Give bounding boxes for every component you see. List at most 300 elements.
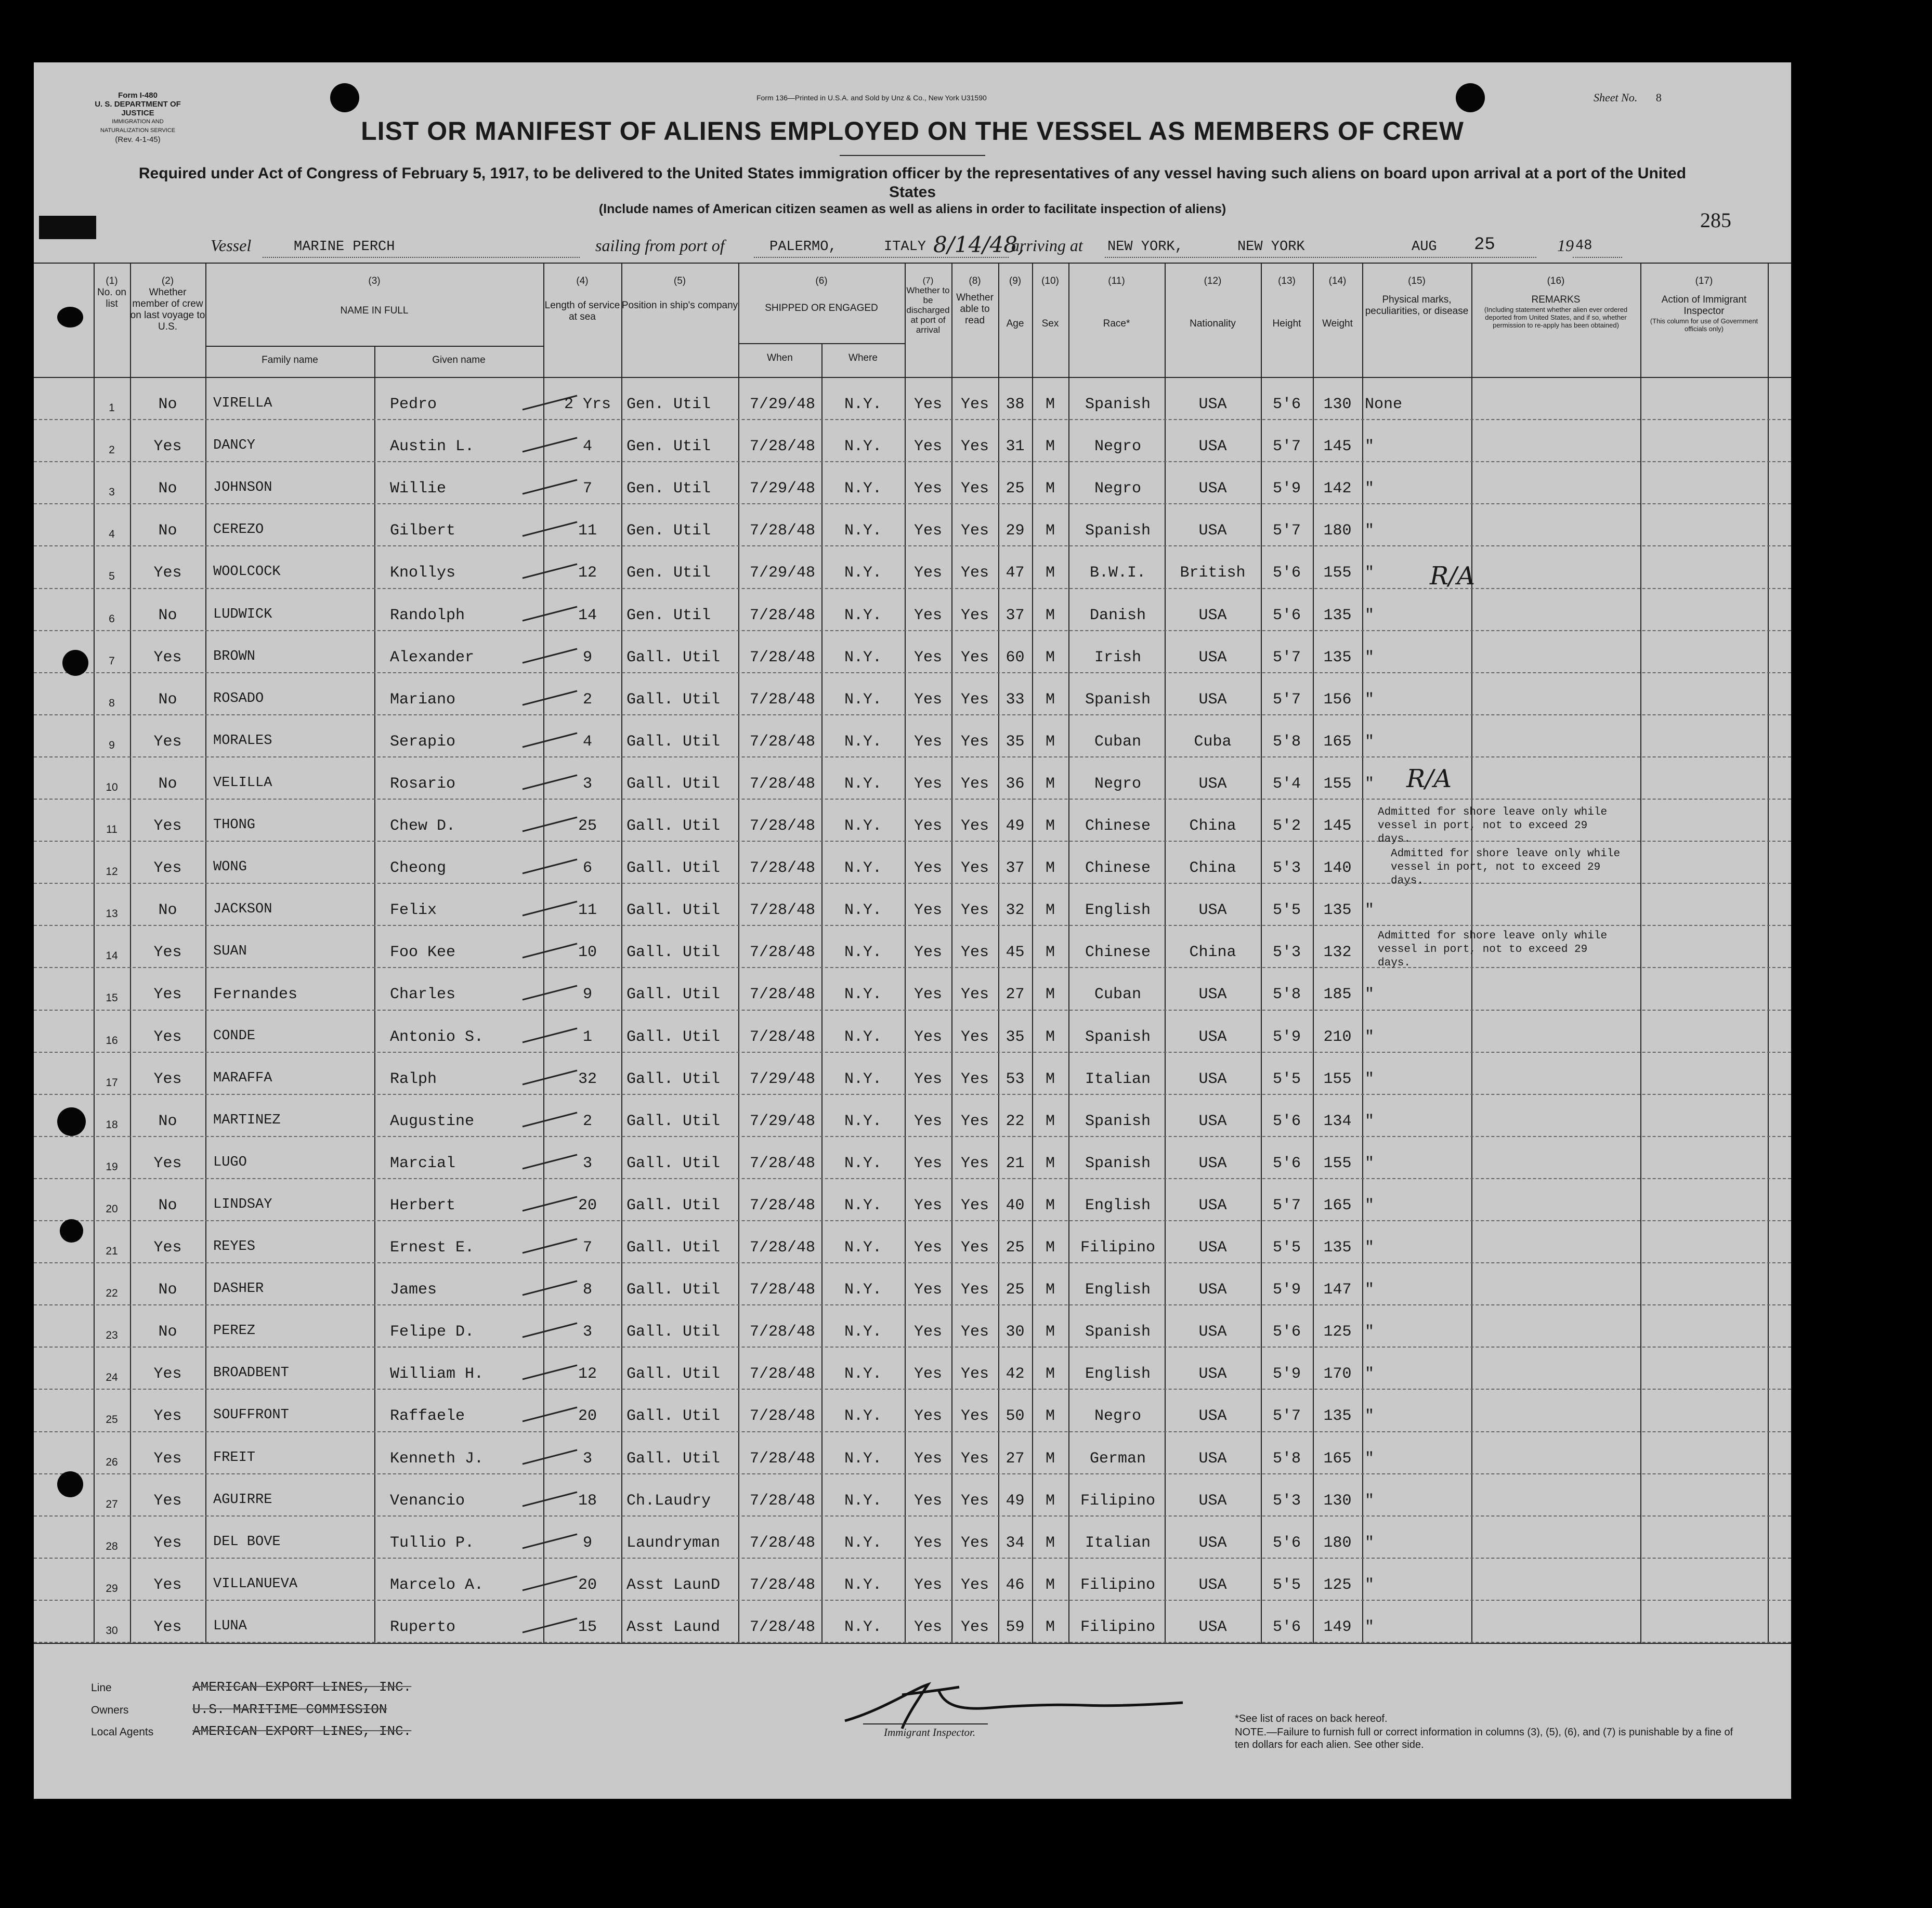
cell-weight: 134 <box>1323 1112 1352 1130</box>
cell-position: Ch.Laudry <box>626 1492 711 1510</box>
cell-height: 5'9 <box>1272 1281 1301 1299</box>
cell-position: Gen. Util <box>626 522 711 540</box>
cell-prev: Yes <box>153 438 182 456</box>
arriving-label: arriving at <box>1011 236 1083 255</box>
remark-row-5: R/A <box>1430 561 1475 591</box>
cell-where: N.Y. <box>844 1323 882 1341</box>
cell-marks: " <box>1365 1407 1375 1426</box>
cell-family: FREIT <box>213 1449 256 1466</box>
cell-sex: M <box>1045 1534 1055 1552</box>
cell-race: German <box>1089 1449 1146 1468</box>
cell-age: 27 <box>1006 986 1025 1004</box>
tally-mark <box>520 771 582 792</box>
cell-height: 5'6 <box>1272 564 1301 582</box>
cell-family: VIRELLA <box>213 396 272 411</box>
cell-weight: 135 <box>1323 1239 1352 1257</box>
cell-prev: Yes <box>153 1070 182 1088</box>
service: IMMIGRATION AND NATURALIZATION SERVICE <box>100 119 176 134</box>
row-rule <box>34 545 1791 546</box>
col-number: (3) <box>368 276 381 286</box>
cell-position: Gall. Util <box>626 1154 721 1172</box>
cell-weight: 180 <box>1323 522 1352 540</box>
tally-mark <box>520 1488 582 1509</box>
cell-no: 3 <box>109 486 115 499</box>
cell-sex: M <box>1045 1239 1055 1257</box>
col-number: (2) <box>161 276 174 286</box>
cell-marks: " <box>1365 1196 1375 1214</box>
cell-disch: Yes <box>913 1492 942 1510</box>
cell-length: 6 <box>582 859 592 878</box>
cell-height: 5'7 <box>1272 522 1301 540</box>
departure-country: ITALY <box>884 239 926 255</box>
col-17-header <box>1640 276 1768 333</box>
cell-age: 45 <box>1006 944 1025 962</box>
cell-no: 20 <box>106 1203 118 1215</box>
cell-weight: 135 <box>1323 1407 1352 1426</box>
col-label: Height <box>1272 318 1301 329</box>
cell-length: 2 <box>582 690 592 709</box>
tally-mark <box>520 1066 582 1087</box>
cell-no: 8 <box>109 697 115 709</box>
cell-weight: 155 <box>1323 564 1352 582</box>
cell-weight: 132 <box>1323 944 1352 962</box>
cell-nat: USA <box>1198 1070 1227 1088</box>
cell-length: 3 <box>582 1154 592 1172</box>
cell-nat: USA <box>1198 648 1227 667</box>
cell-read: Yes <box>960 1618 989 1636</box>
cell-nat: USA <box>1198 1492 1227 1510</box>
cell-height: 5'6 <box>1272 396 1301 413</box>
cell-where: N.Y. <box>844 1534 882 1552</box>
cell-position: Gall. Util <box>626 1070 721 1088</box>
punch-hole <box>330 83 359 112</box>
cell-prev: Yes <box>153 986 182 1004</box>
sailing-label: sailing from port of <box>595 236 725 255</box>
cell-length: 4 <box>582 733 592 751</box>
cell-read: Yes <box>960 1112 989 1130</box>
cell-position: Gall. Util <box>626 1112 721 1130</box>
cell-read: Yes <box>960 1492 989 1510</box>
cell-position: Gen. Util <box>626 438 711 456</box>
cell-height: 5'7 <box>1272 1407 1301 1426</box>
col-label: Length of service at sea <box>544 300 620 322</box>
cell-no: 27 <box>106 1498 118 1510</box>
cell-length: 20 <box>578 1576 597 1594</box>
cell-position: Laundryman <box>626 1534 721 1552</box>
cell-disch: Yes <box>913 1281 942 1299</box>
cell-family: WOOLCOCK <box>213 564 281 580</box>
cell-when: 7/28/48 <box>749 1154 816 1172</box>
cell-no: 16 <box>106 1034 118 1047</box>
cell-race: Italian <box>1085 1070 1151 1088</box>
cell-disch: Yes <box>913 901 942 920</box>
cell-where: N.Y. <box>844 1365 882 1383</box>
tally-mark <box>520 518 582 539</box>
tally-mark <box>520 603 582 623</box>
cell-length: 11 <box>578 901 597 920</box>
col-2-header <box>130 276 205 333</box>
cell-family: SUAN <box>213 944 247 960</box>
tally-mark <box>520 1614 582 1635</box>
cell-prev: Yes <box>153 1576 182 1594</box>
cell-weight: 125 <box>1323 1576 1352 1594</box>
cell-no: 29 <box>106 1582 118 1595</box>
cell-age: 31 <box>1006 438 1025 456</box>
col-14-header <box>1313 276 1362 330</box>
cell-prev: Yes <box>153 1449 182 1468</box>
row-rule <box>34 925 1791 926</box>
cell-weight: 165 <box>1323 1196 1352 1214</box>
cell-when: 7/29/48 <box>749 1070 816 1088</box>
cell-marks: " <box>1365 733 1375 751</box>
cell-nat: British <box>1180 564 1246 582</box>
tally-mark <box>520 982 582 1002</box>
cell-prev: Yes <box>153 1492 182 1510</box>
cell-sex: M <box>1045 1112 1055 1130</box>
tally-mark <box>520 1361 582 1382</box>
cell-family: Fernandes <box>213 986 298 1004</box>
cell-prev: No <box>158 690 177 709</box>
cell-no: 15 <box>106 992 118 1004</box>
cell-age: 25 <box>1006 1281 1025 1299</box>
cell-where: N.Y. <box>844 1407 882 1426</box>
cell-where: N.Y. <box>844 564 882 582</box>
row-rule <box>34 714 1791 715</box>
cell-prev: No <box>158 1196 177 1214</box>
cell-read: Yes <box>960 817 989 835</box>
cell-height: 5'3 <box>1272 944 1301 962</box>
cell-race: Irish <box>1094 648 1141 667</box>
cell-prev: Yes <box>153 1239 182 1257</box>
cell-read: Yes <box>960 1449 989 1468</box>
cell-read: Yes <box>960 944 989 962</box>
col-label: Whether to be discharged at port of arrival <box>906 285 950 335</box>
col-label: Race* <box>1103 318 1130 329</box>
cell-no: 22 <box>106 1287 118 1300</box>
punch-hole <box>57 1471 83 1497</box>
cell-age: 35 <box>1006 733 1025 751</box>
cell-given: Antonio S. <box>390 1028 484 1046</box>
cell-race: Negro <box>1094 438 1141 456</box>
tally-mark <box>520 729 582 750</box>
cell-weight: 180 <box>1323 1534 1352 1552</box>
cell-height: 5'5 <box>1272 1070 1301 1088</box>
cell-length: 12 <box>578 564 597 582</box>
cell-race: Italian <box>1085 1534 1151 1552</box>
cell-no: 1 <box>109 402 115 414</box>
cell-sex: M <box>1045 480 1055 498</box>
tally-mark <box>520 1572 582 1593</box>
cell-family: SOUFFRONT <box>213 1407 289 1423</box>
cell-prev: No <box>158 1112 177 1130</box>
cell-prev: Yes <box>153 733 182 751</box>
col-label: No. on list <box>97 287 126 309</box>
remark-row-12: Admitted for shore leave only while vessel in port, not to exceed 29 days. <box>1391 848 1621 887</box>
cell-length: 7 <box>582 1239 592 1257</box>
cell-given: Foo Kee <box>390 944 456 962</box>
cell-length: 9 <box>582 648 592 667</box>
punch-hole <box>57 1107 86 1136</box>
cell-when: 7/28/48 <box>749 775 816 793</box>
cell-marks: " <box>1365 1534 1375 1552</box>
cell-age: 36 <box>1006 775 1025 793</box>
cell-where: N.Y. <box>844 775 882 793</box>
cell-race: Negro <box>1094 1407 1141 1426</box>
cell-race: Spanish <box>1085 522 1151 540</box>
cell-when: 7/28/48 <box>749 1196 816 1214</box>
line-label: Line <box>91 1682 112 1694</box>
cell-nat: USA <box>1198 1618 1227 1636</box>
cell-age: 47 <box>1006 564 1025 582</box>
cell-where: N.Y. <box>844 690 882 709</box>
cell-marks: " <box>1365 1323 1375 1341</box>
cell-nat: USA <box>1198 1154 1227 1172</box>
cell-prev: Yes <box>153 817 182 835</box>
cell-given: Knollys <box>390 564 456 582</box>
cell-when: 7/28/48 <box>749 1492 816 1510</box>
cell-prev: Yes <box>153 1028 182 1046</box>
cell-position: Gall. Util <box>626 690 721 709</box>
cell-race: Cuban <box>1094 986 1141 1004</box>
punch-hole <box>62 650 88 676</box>
tally-mark <box>520 1403 582 1424</box>
tally-mark <box>520 560 582 581</box>
cell-no: 28 <box>106 1540 118 1552</box>
cell-family: DEL BOVE <box>213 1534 281 1550</box>
cell-given: Raffaele <box>390 1407 465 1426</box>
cell-given: Austin L. <box>390 438 475 456</box>
tally-mark <box>520 1151 582 1171</box>
cell-read: Yes <box>960 775 989 793</box>
cell-when: 7/28/48 <box>749 1576 816 1594</box>
cell-read: Yes <box>960 859 989 878</box>
cell-height: 5'9 <box>1272 1028 1301 1046</box>
cell-weight: 165 <box>1323 733 1352 751</box>
cell-height: 5'7 <box>1272 690 1301 709</box>
col-number: (5) <box>673 276 686 286</box>
row-rule <box>34 1389 1791 1390</box>
cell-read: Yes <box>960 1028 989 1046</box>
table-top-rule <box>34 263 1791 264</box>
cell-length: 25 <box>578 817 597 835</box>
cell-marks: " <box>1365 606 1375 624</box>
cell-read: Yes <box>960 1196 989 1214</box>
row-rule <box>34 1304 1791 1305</box>
col-number: (4) <box>576 276 589 286</box>
cell-weight: 170 <box>1323 1365 1352 1383</box>
cell-length: 8 <box>582 1281 592 1299</box>
cell-nat: China <box>1189 817 1236 835</box>
cell-read: Yes <box>960 1281 989 1299</box>
cell-prev: No <box>158 606 177 624</box>
col-11-header <box>1068 276 1165 330</box>
cell-when: 7/28/48 <box>749 944 816 962</box>
cell-disch: Yes <box>913 1365 942 1383</box>
cell-age: 21 <box>1006 1154 1025 1172</box>
cell-no: 7 <box>109 655 115 667</box>
col-1-header <box>94 276 130 310</box>
cell-height: 5'9 <box>1272 1365 1301 1383</box>
cell-read: Yes <box>960 690 989 709</box>
cell-given: Felix <box>390 901 437 920</box>
cell-age: 38 <box>1006 396 1025 413</box>
cell-no: 13 <box>106 908 118 920</box>
cell-read: Yes <box>960 396 989 413</box>
cell-height: 5'6 <box>1272 1112 1301 1130</box>
department: U. S. DEPARTMENT OF JUSTICE <box>95 100 181 117</box>
cell-length: 11 <box>578 522 597 540</box>
owners-value: U.S. MARITIME COMMISSION <box>192 1702 387 1717</box>
cell-position: Gall. Util <box>626 1281 721 1299</box>
tally-mark <box>520 813 582 834</box>
cell-disch: Yes <box>913 396 942 413</box>
cell-nat: USA <box>1198 1365 1227 1383</box>
tally-mark <box>520 855 582 876</box>
cell-length: 18 <box>578 1492 597 1510</box>
cell-nat: USA <box>1198 1534 1227 1552</box>
cell-position: Gall. Util <box>626 775 721 793</box>
cell-weight: 145 <box>1323 438 1352 456</box>
cell-length: 10 <box>578 944 597 962</box>
year-prefix: 19 <box>1557 236 1574 255</box>
row-rule <box>34 1178 1791 1179</box>
tally-mark <box>520 1277 582 1298</box>
cell-position: Gen. Util <box>626 480 711 498</box>
cell-prev: Yes <box>153 859 182 878</box>
cell-height: 5'7 <box>1272 648 1301 667</box>
cell-age: 46 <box>1006 1576 1025 1594</box>
cell-family: MORALES <box>213 733 272 749</box>
cell-given: Herbert <box>390 1196 456 1214</box>
remark-row-11: Admitted for shore leave only while vessel in port, not to exceed 29 days. <box>1378 806 1608 845</box>
cell-when: 7/28/48 <box>749 1534 816 1552</box>
cell-position: Gall. Util <box>626 1239 721 1257</box>
cell-disch: Yes <box>913 733 942 751</box>
cell-nat: USA <box>1198 901 1227 920</box>
cell-given: Randolph <box>390 606 465 624</box>
cell-given: Gilbert <box>390 522 456 540</box>
col-number: (16) <box>1547 276 1565 286</box>
cell-where: N.Y. <box>844 1492 882 1510</box>
cell-age: 34 <box>1006 1534 1025 1552</box>
family-name-header: Family name <box>262 355 318 365</box>
cell-family: VILLANUEVA <box>213 1576 298 1592</box>
cell-family: LUNA <box>213 1618 247 1634</box>
cell-disch: Yes <box>913 817 942 835</box>
inspector-label: Immigrant Inspector. <box>884 1726 976 1739</box>
cell-sex: M <box>1045 648 1055 667</box>
cell-age: 49 <box>1006 817 1025 835</box>
cell-height: 5'8 <box>1272 986 1301 1004</box>
printer-line: Form 136—Printed in U.S.A. and Sold by Unz & Co., New York U31590 <box>756 94 987 102</box>
row-rule <box>34 1431 1791 1432</box>
cell-height: 5'5 <box>1272 1576 1301 1594</box>
cell-disch: Yes <box>913 1323 942 1341</box>
row-rule <box>34 588 1791 589</box>
owners-label: Owners <box>91 1704 129 1716</box>
cell-disch: Yes <box>913 944 942 962</box>
cell-sex: M <box>1045 1407 1055 1426</box>
cell-given: Cheong <box>390 859 447 878</box>
stamp-number: 285 <box>1700 208 1731 232</box>
cell-read: Yes <box>960 1070 989 1088</box>
cell-family: CONDE <box>213 1028 256 1044</box>
tally-mark <box>520 1530 582 1551</box>
cell-race: Spanish <box>1085 1028 1151 1046</box>
cell-position: Gall. Util <box>626 733 721 751</box>
col-label: Action of Immigrant Inspector <box>1661 294 1747 317</box>
cell-nat: USA <box>1198 1112 1227 1130</box>
cell-weight: 147 <box>1323 1281 1352 1299</box>
cell-when: 7/29/48 <box>749 480 816 498</box>
cell-weight: 125 <box>1323 1323 1352 1341</box>
cell-prev: No <box>158 901 177 920</box>
cell-marks: " <box>1365 564 1375 582</box>
cell-given: Kenneth J. <box>390 1449 484 1468</box>
cell-weight: 135 <box>1323 606 1352 624</box>
cell-family: MARTINEZ <box>213 1112 281 1128</box>
cell-where: N.Y. <box>844 859 882 878</box>
cell-nat: USA <box>1198 986 1227 1004</box>
cell-sex: M <box>1045 1618 1055 1636</box>
cell-length: 3 <box>582 1323 592 1341</box>
cell-prev: Yes <box>153 1154 182 1172</box>
cell-given: Willie <box>390 480 447 498</box>
cell-marks: " <box>1365 986 1375 1004</box>
cell-read: Yes <box>960 564 989 582</box>
cell-disch: Yes <box>913 1070 942 1088</box>
cell-disch: Yes <box>913 438 942 456</box>
cell-no: 11 <box>106 824 118 835</box>
cell-prev: No <box>158 1281 177 1299</box>
cell-race: Spanish <box>1085 1112 1151 1130</box>
cell-race: English <box>1085 901 1151 920</box>
cell-nat: USA <box>1198 1449 1227 1468</box>
cell-when: 7/28/48 <box>749 1407 816 1426</box>
arrival-day: 25 <box>1474 235 1495 255</box>
row-rule <box>34 1094 1791 1095</box>
col-12-header <box>1165 276 1261 330</box>
cell-height: 5'6 <box>1272 1618 1301 1636</box>
cell-sex: M <box>1045 522 1055 540</box>
col-label: REMARKS <box>1531 294 1581 305</box>
tally-mark <box>520 645 582 665</box>
cell-age: 25 <box>1006 480 1025 498</box>
cell-height: 5'6 <box>1272 1154 1301 1172</box>
cell-disch: Yes <box>913 648 942 667</box>
cell-read: Yes <box>960 522 989 540</box>
cell-marks: " <box>1365 480 1375 498</box>
row-rule <box>34 1052 1791 1053</box>
cell-weight: 165 <box>1323 1449 1352 1468</box>
cell-where: N.Y. <box>844 480 882 498</box>
cell-where: N.Y. <box>844 1239 882 1257</box>
cell-prev: No <box>158 1323 177 1341</box>
col-10-header <box>1032 276 1068 330</box>
cell-when: 7/28/48 <box>749 733 816 751</box>
sheet-value: 8 <box>1655 91 1662 104</box>
cell-disch: Yes <box>913 1407 942 1426</box>
cell-where: N.Y. <box>844 522 882 540</box>
tally-mark <box>520 1108 582 1129</box>
cell-given: James <box>390 1281 437 1299</box>
races-note: *See list of races on back hereof. <box>1235 1713 1388 1724</box>
cell-race: Negro <box>1094 480 1141 498</box>
cell-family: BROWN <box>213 648 256 664</box>
cell-prev: Yes <box>153 648 182 667</box>
cell-sex: M <box>1045 1281 1055 1299</box>
cell-read: Yes <box>960 1239 989 1257</box>
